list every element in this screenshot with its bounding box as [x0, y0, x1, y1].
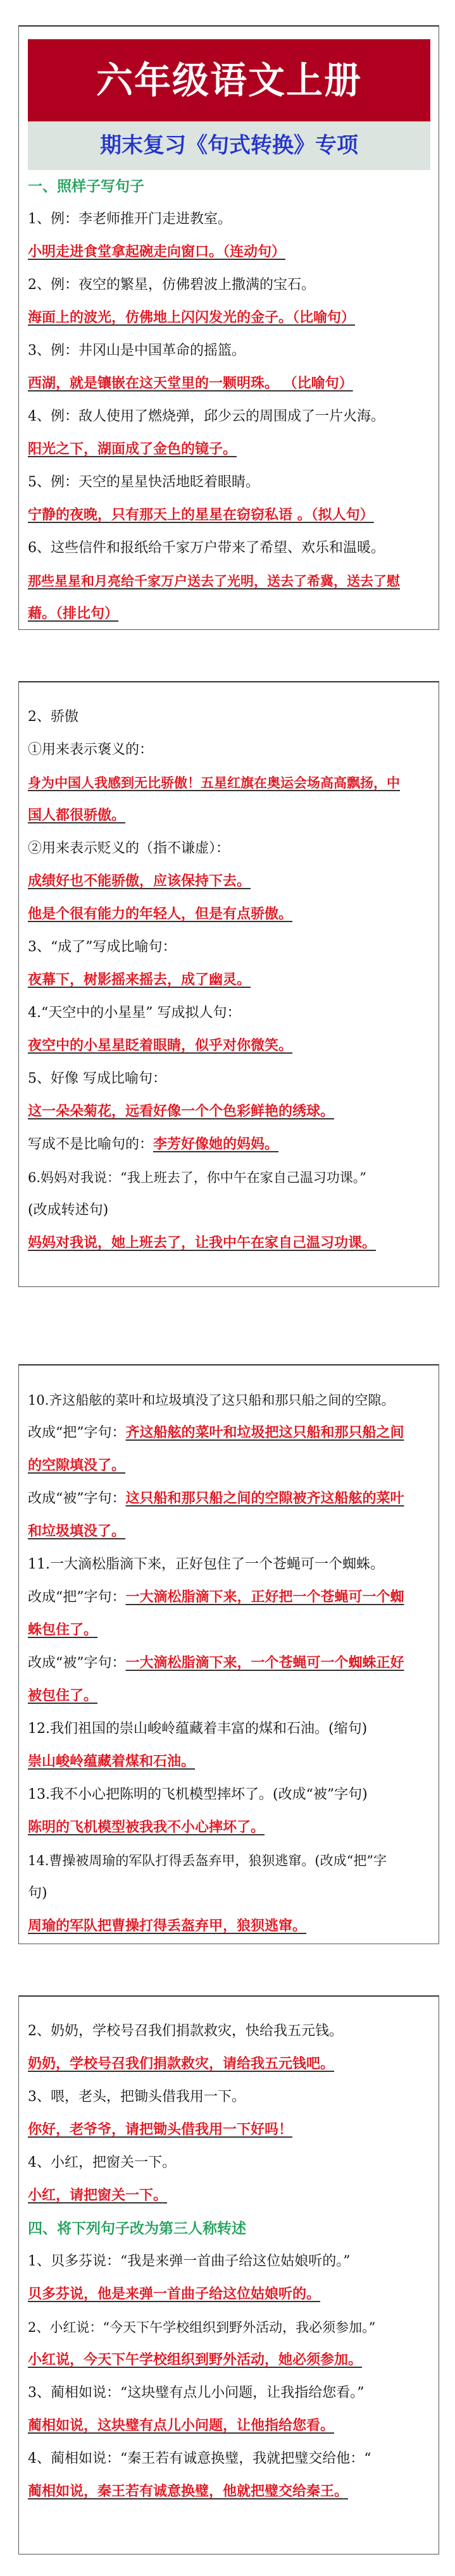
question-line: 3、蔺相如说：“这块璧有点儿小问题，让我指给您看。”: [28, 2385, 365, 2401]
question-line: 2、骄傲: [28, 709, 78, 725]
question-line: 6.妈妈对我说：“我上班去了，你中午在家自己温习功课。”: [28, 1170, 367, 1185]
answer-line: 夜幕下，树影摇来摇去，成了幽灵。: [28, 972, 251, 988]
worksheet-card-3: [18, 1364, 439, 1944]
section-heading-4: 四、将下列句子改为第三人称转述: [28, 2221, 246, 2237]
answer-line: 崇山峻岭蕴藏着煤和石油。: [28, 1754, 196, 1770]
worksheet-card-4: [18, 1995, 439, 2554]
answer-inline: 这只船和那只船之间的空隙被齐这船舷的菜叶: [125, 1491, 404, 1507]
answer-line: 蔺相如说，这块璧有点儿小问题，让他指给您看。: [28, 2418, 335, 2434]
question-line: [28, 1424, 404, 1443]
worksheet-card-2: [18, 681, 439, 1287]
question-line: 句): [28, 1885, 47, 1901]
question-line: 6、这些信件和报纸给千家万户带来了希望、欢乐和温暖。: [28, 540, 385, 556]
question-line: 11.一大滴松脂滴下来，正好包住了一个苍蝇可一个蜘蛛。: [28, 1556, 384, 1572]
answer-inline: 一大滴松脂滴下来，正好把一个苍蝇可一个蜘: [125, 1589, 404, 1605]
answer-line: 蛛包住了。: [28, 1622, 98, 1638]
question-line: 4、蔺相如说：“秦王若有诚意换璧，我就把璧交给他：“: [28, 2451, 371, 2467]
prompt-label: 改成“被”字句：: [28, 1491, 126, 1507]
question-line: 5、好像 写成比喻句：: [28, 1071, 166, 1087]
answer-line: 他是个很有能力的年轻人，但是有点骄傲。: [28, 906, 293, 922]
prompt-label: 改成“被”字句：: [28, 1655, 126, 1671]
question-line: [28, 1489, 404, 1508]
question-line: 12.我们祖国的崇山峻岭蕴藏着丰富的煤和石油。(缩句): [28, 1721, 368, 1737]
answer-line: 蔺相如说，秦王若有诚意换璧，他就把璧交给秦王。: [28, 2484, 349, 2499]
answer-line: 海面上的波光，仿佛地上闪闪发光的金子。（比喻句）: [28, 310, 356, 326]
answer-inline: 一大滴松脂滴下来，一个苍蝇可一个蜘蛛正好: [125, 1655, 404, 1671]
answer-inline: 李芳好像她的妈妈。: [153, 1137, 279, 1152]
answer-line: 陈明的飞机模型被我我不小心摔坏了。: [28, 1820, 265, 1835]
answer-line: 你好，老爷爷，请把锄头借我用一下好吗！: [28, 2122, 293, 2138]
answer-line: 西湖，就是镶嵌在这天堂里的一颗明珠。 （比喻句）: [28, 376, 353, 391]
answer-line: 小红说，今天下午学校组织到野外活动，她必须参加。: [28, 2352, 363, 2368]
answer-line: 小红，请把窗关一下。: [28, 2188, 168, 2203]
answer-line: 宁静的夜晚，只有那天上的星星在窃窃私语 。（拟人句）: [28, 507, 374, 523]
answer-line: 小明走进食堂拿起碗走向窗口。（连动句）: [28, 244, 286, 260]
answer-line: 身为中国人我感到无比骄傲！五星红旗在奥运会场高高飘扬，中: [28, 775, 400, 791]
title-banner: [28, 39, 430, 121]
question-line: 2、奶奶，学校号召我们捐款救灾，快给我五元钱。: [28, 2023, 343, 2039]
question-line: 4.“天空中的小星星” 写成拟人句：: [28, 1005, 241, 1021]
worksheet-card-1: [18, 25, 439, 630]
question-line: 14.曹操被周瑜的军队打得丢盔弃甲，狼狈逃窜。(改成“把”字: [28, 1853, 387, 1868]
question-line: 1、贝多芬说：“我是来弹一首曲子给这位姑娘听的。”: [28, 2253, 351, 2269]
question-line: 3、喂，老头，把锄头借我用一下。: [28, 2089, 246, 2105]
prompt-label: 写成不是比喻句的：: [28, 1137, 154, 1152]
question-line: (改成转述句): [28, 1202, 109, 1218]
answer-line: 周瑜的军队把曹操打得丢盔弃甲，狼狈逃窜。: [28, 1918, 307, 1934]
answer-line: 和垃圾填没了。: [28, 1524, 126, 1539]
question-line: [28, 1654, 404, 1673]
question-line: [28, 1588, 404, 1607]
answer-line: 藉。（排比句）: [28, 606, 119, 622]
prompt-label: 改成“把”字句：: [28, 1589, 126, 1605]
answer-line: 奶奶，学校号召我们捐款救灾，请给我五元钱吧。: [28, 2056, 335, 2072]
answer-line: 这一朵朵菊花，远看好像一个个色彩鲜艳的绣球。: [28, 1104, 335, 1119]
prompt-label: 改成“把”字句：: [28, 1425, 126, 1441]
question-line: 13.我不小心把陈明的飞机模型摔坏了。(改成“被”字句): [28, 1787, 368, 1803]
question-line: ②用来表示贬义的（指不谦虚）：: [28, 841, 230, 856]
question-line: 10.齐这船舷的菜叶和垃圾填没了这只船和那只船之间的空隙。: [28, 1393, 395, 1408]
question-line: 2、小红说：“今天下午学校组织到野外活动，我必须参加。”: [28, 2320, 376, 2335]
section-heading-1: 一、照样子写句子: [28, 178, 144, 195]
question-line: 1、例：李老师推开门走进教室。: [28, 211, 232, 227]
subtitle-band: [28, 121, 430, 170]
answer-line: 夜空中的小星星眨着眼睛，似乎对你微笑。: [28, 1038, 293, 1054]
question-line: 3、“成了”写成比喻句：: [28, 939, 177, 955]
answer-inline: 齐这船舷的菜叶和垃圾把这只船和那只船之间: [125, 1425, 404, 1441]
page-title: 六年级语文上册: [96, 59, 362, 102]
answer-line: 贝多芬说，他是来弹一首曲子给这位姑娘听的。: [28, 2286, 321, 2302]
question-line: 3、例：井冈山是中国革命的摇篮。: [28, 343, 246, 359]
question-line: 4、小红，把窗关一下。: [28, 2155, 176, 2171]
answer-line: 的空隙填没了。: [28, 1458, 126, 1474]
answer-line: 国人都很骄傲。: [28, 808, 126, 823]
page-subtitle: 期末复习《句式转换》专项: [100, 133, 358, 158]
answer-line: 那些星星和月亮给千家万户送去了光明，送去了希冀，送去了慰: [28, 574, 400, 589]
answer-line: 成绩好也不能骄傲，应该保持下去。: [28, 873, 251, 889]
answer-line: 被包住了。: [28, 1688, 98, 1704]
answer-line: 阳光之下，湖面成了金色的镜子。: [28, 441, 237, 457]
question-line: 5、例：天空的星星快活地眨着眼睛。: [28, 474, 259, 490]
question-line: ①用来表示褒义的：: [28, 742, 154, 758]
answer-line: 妈妈对我说，她上班去了，让我中午在家自己温习功课。: [28, 1235, 377, 1251]
question-line: [28, 1135, 278, 1154]
question-line: 2、例：夜空的繁星，仿佛碧波上撒满的宝石。: [28, 277, 315, 293]
question-line: 4、例：敌人使用了燃烧弹，邱少云的周围成了一片火海。: [28, 409, 385, 424]
